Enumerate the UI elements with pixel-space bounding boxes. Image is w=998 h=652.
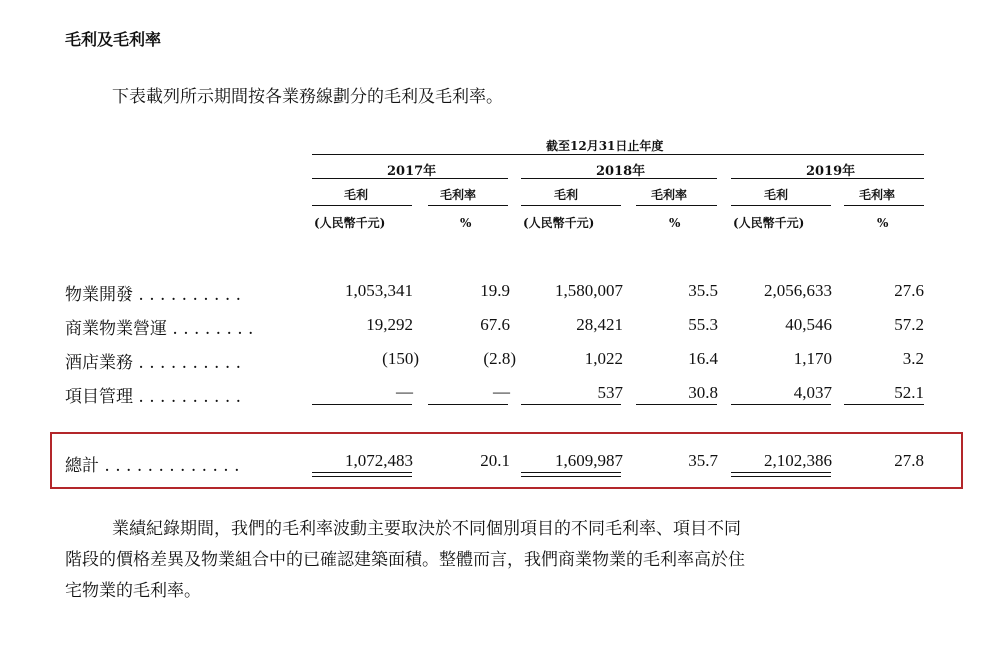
cell: 67.6 [480,315,510,334]
unit-profit-2017: (人民幣千元) [314,216,386,230]
col-rule [428,205,508,206]
col-margin-2018: 毛利率 [651,188,688,202]
col-profit-2019: 毛利 [764,188,789,202]
col-rule [312,205,412,206]
total-cell: 2,102,386 [764,451,832,470]
cell: 1,170 [793,349,832,368]
unit-profit-2018: (人民幣千元) [523,216,595,230]
cell: 1,053,341 [345,281,413,300]
cell: — [396,382,413,401]
total-cell: 35.7 [688,451,718,470]
cell: (2.8) [483,349,516,368]
unit-profit-2019: (人民幣千元) [733,216,805,230]
cell: 19,292 [366,315,413,334]
year-2019: 2019年 [806,164,856,179]
closing-line-1: 業績紀錄期間，我們的毛利率波動主要取決於不同個別項目的不同毛利率、項目不同 [112,519,741,539]
col-profit-2018: 毛利 [554,188,579,202]
closing-line-3: 宅物業的毛利率。 [65,581,201,601]
header-rule [312,154,924,155]
subtotal-rule [636,404,717,405]
year-rule-2019 [731,178,924,179]
cell: (150) [382,349,419,368]
cell: 4,037 [793,383,832,402]
cell: 1,580,007 [555,281,623,300]
subtotal-rule [428,404,508,405]
unit-margin-2018: % [669,216,681,230]
cell: 19.9 [480,281,510,300]
period-header: 截至12月31日止年度 [546,139,664,153]
cell: 30.8 [688,383,718,402]
row-label: 酒店業務 . . . . . . . . . . [65,353,242,373]
unit-margin-2019: % [877,216,889,230]
cell: 35.5 [688,281,718,300]
year-2017: 2017年 [387,164,437,179]
subtotal-rule [844,404,924,405]
col-rule [521,205,621,206]
total-highlight-box [50,432,963,489]
subtotal-rule [312,404,412,405]
cell: 16.4 [688,349,718,368]
year-rule-2018 [521,178,717,179]
closing-line-2: 階段的價格差異及物業組合中的已確認建築面積。整體而言，我們商業物業的毛利率高於住 [65,550,745,570]
cell: 2,056,633 [764,281,832,300]
row-label: 物業開發 . . . . . . . . . . [65,285,242,305]
cell: 40,546 [785,315,832,334]
col-margin-2017: 毛利率 [440,188,477,202]
subtotal-rule [521,404,621,405]
total-cell: 1,609,987 [555,451,623,470]
subtotal-rule [731,404,831,405]
total-cell: 20.1 [480,451,510,470]
unit-margin-2017: % [460,216,472,230]
cell: 27.6 [894,281,924,300]
cell: — [493,382,510,401]
row-label: 商業物業營運 . . . . . . . . [65,319,254,339]
cell: 57.2 [894,315,924,334]
col-margin-2019: 毛利率 [859,188,896,202]
col-profit-2017: 毛利 [344,188,369,202]
total-cell: 27.8 [894,451,924,470]
cell: 52.1 [894,383,924,402]
cell: 28,421 [576,315,623,334]
col-rule [731,205,831,206]
total-cell: 1,072,483 [345,451,413,470]
year-rule-2017 [312,178,508,179]
intro-paragraph: 下表載列所示期間按各業務線劃分的毛利及毛利率。 [112,87,503,107]
cell: 537 [597,383,623,402]
col-rule [844,205,924,206]
total-label: 總計 . . . . . . . . . . . . . [65,456,240,476]
row-label: 項目管理 . . . . . . . . . . [65,387,242,407]
year-2018: 2018年 [596,164,646,179]
cell: 55.3 [688,315,718,334]
cell: 3.2 [902,349,924,368]
cell: 1,022 [584,349,623,368]
col-rule [636,205,717,206]
section-title: 毛利及毛利率 [65,30,162,49]
